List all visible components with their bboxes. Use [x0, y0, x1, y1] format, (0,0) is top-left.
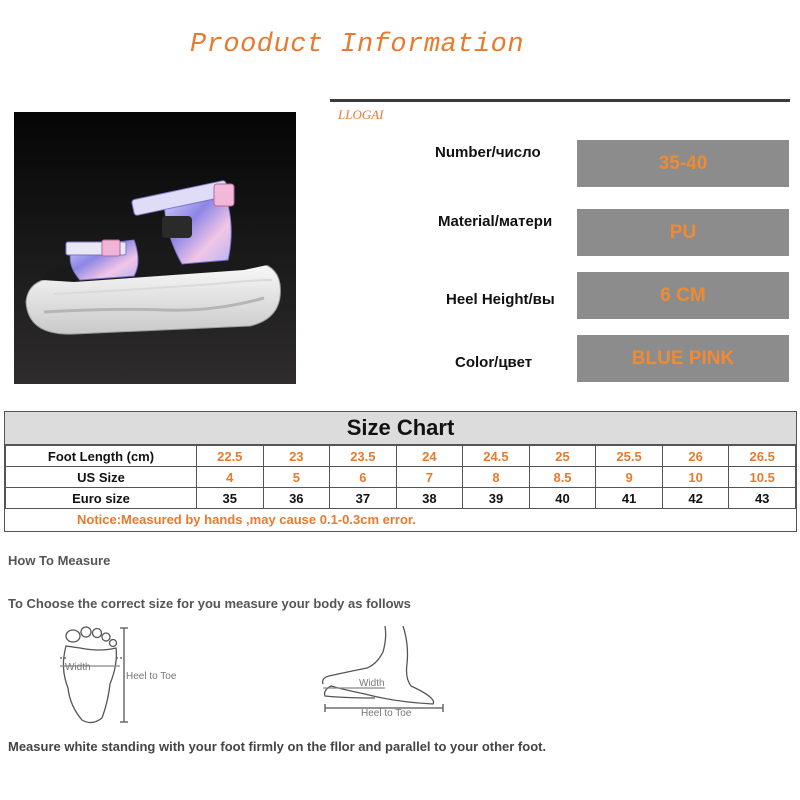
- foot-length-row: [6, 446, 796, 467]
- table-cell: 24: [396, 446, 463, 467]
- table-cell: 6: [330, 467, 397, 488]
- side-heel-to-toe-label: Heel to Toe: [361, 708, 412, 719]
- size-table: [5, 445, 796, 509]
- table-cell: 39: [463, 488, 530, 509]
- table-cell: 43: [729, 488, 796, 509]
- material-label: Material/матери: [438, 213, 553, 230]
- measure-instruction: To Choose the correct size for you measure your body as follows: [8, 596, 411, 611]
- number-label: Number/число: [435, 144, 541, 161]
- foot-top-diagram: [40, 618, 220, 728]
- heel-height-value: 6 CM: [577, 272, 789, 319]
- table-cell: 24.5: [463, 446, 530, 467]
- foot-side-diagram: [315, 624, 465, 724]
- table-cell: 35: [197, 488, 264, 509]
- table-cell: 23.5: [330, 446, 397, 467]
- page-title: Prooduct Information: [190, 30, 525, 60]
- how-to-measure-heading: How To Measure: [8, 553, 111, 568]
- table-cell: 22.5: [197, 446, 264, 467]
- material-value: PU: [577, 209, 789, 256]
- number-value: 35-40: [577, 140, 789, 187]
- table-cell: 38: [396, 488, 463, 509]
- product-photo: [14, 112, 296, 384]
- us-size-row: [6, 467, 796, 488]
- side-width-label: Width: [359, 678, 385, 689]
- measure-note: Measure white standing with your foot firmly on the fllor and parallel to your other foot.: [8, 739, 547, 754]
- size-chart-title: Size Chart: [5, 412, 796, 445]
- table-cell: 41: [596, 488, 663, 509]
- heel-to-toe-label: Heel to Toe: [126, 671, 177, 682]
- size-chart: [4, 411, 797, 532]
- row-label: Euro size: [6, 488, 197, 509]
- table-cell: 26.5: [729, 446, 796, 467]
- table-cell: 8.5: [529, 467, 596, 488]
- row-label: US Size: [6, 467, 197, 488]
- table-cell: 4: [197, 467, 264, 488]
- color-label: Color/цвет: [455, 354, 533, 371]
- measurement-notice: Notice:Measured by hands ,may cause 0.1-0.3cm error.: [77, 512, 416, 527]
- euro-size-row: [6, 488, 796, 509]
- table-cell: 10.5: [729, 467, 796, 488]
- table-cell: 7: [396, 467, 463, 488]
- table-cell: 36: [263, 488, 330, 509]
- table-cell: 23: [263, 446, 330, 467]
- table-cell: 9: [596, 467, 663, 488]
- table-cell: 25: [529, 446, 596, 467]
- table-cell: 5: [263, 467, 330, 488]
- table-cell: 26: [662, 446, 729, 467]
- brand-name: LLOGAI: [338, 107, 384, 122]
- table-cell: 40: [529, 488, 596, 509]
- heel-height-label: Heel Height/вы: [446, 291, 555, 308]
- row-label: Foot Length (cm): [6, 446, 197, 467]
- table-cell: 10: [662, 467, 729, 488]
- table-cell: 25.5: [596, 446, 663, 467]
- color-value: BLUE PINK: [577, 335, 789, 382]
- width-label: Width: [65, 662, 91, 673]
- table-cell: 37: [330, 488, 397, 509]
- table-cell: 42: [662, 488, 729, 509]
- title-divider: [330, 99, 790, 102]
- table-cell: 8: [463, 467, 530, 488]
